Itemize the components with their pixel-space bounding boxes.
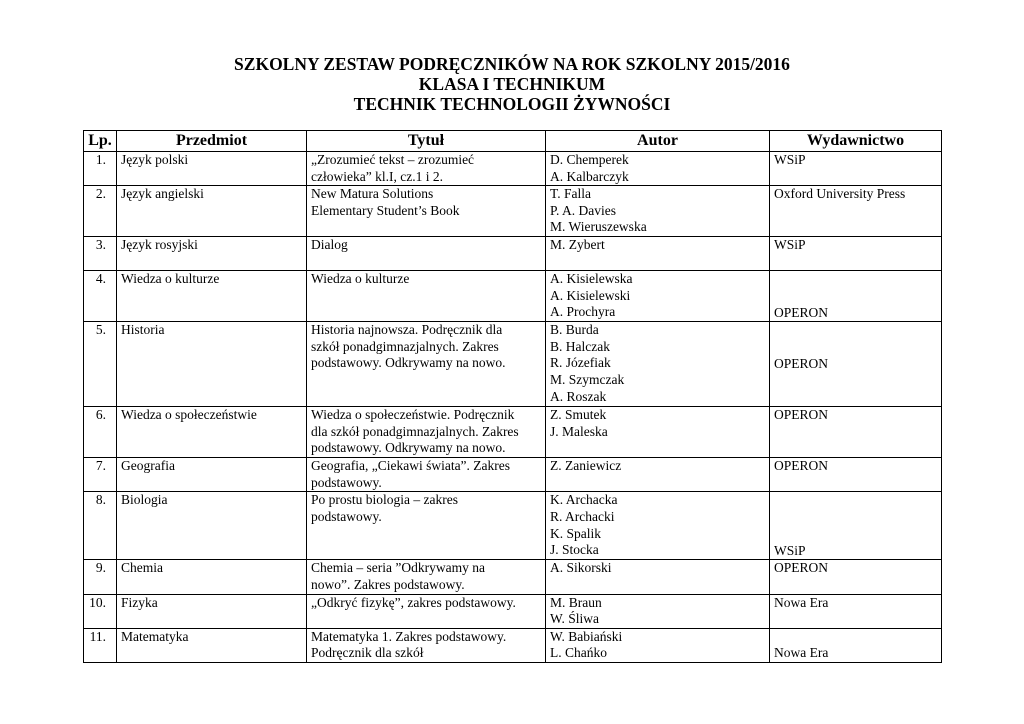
author-name: B. Halczak <box>550 338 610 354</box>
cell-author <box>546 594 770 628</box>
cell-title <box>307 492 546 560</box>
author-name: Z. Zaniewicz <box>550 458 622 474</box>
cell-title <box>307 322 546 407</box>
cell-title <box>307 237 546 271</box>
cell-subject: Wiedza o kulturze <box>117 271 307 322</box>
cell-author <box>546 271 770 322</box>
cell-subject: Matematyka <box>117 628 307 662</box>
cell-lp: 1. <box>84 152 117 186</box>
title-line: podstawowy. <box>311 474 382 490</box>
cell-title <box>307 152 546 186</box>
cell-publisher: WSiP <box>770 492 942 560</box>
author-name: R. Archacki <box>550 508 615 524</box>
table-row <box>84 322 942 407</box>
author-name: A. Kisielewska <box>550 271 633 287</box>
cell-author <box>546 458 770 492</box>
heading-line-profession: TECHNIK TECHNOLOGII ŻYWNOŚCI <box>353 94 671 114</box>
author-name: J. Stocka <box>550 542 599 558</box>
cell-author <box>546 492 770 560</box>
cell-author <box>546 560 770 594</box>
cell-lp: 6. <box>84 407 117 458</box>
cell-publisher: OPERON <box>770 407 942 458</box>
author-name: K. Spalik <box>550 525 602 541</box>
cell-publisher: OPERON <box>770 560 942 594</box>
table-row <box>84 271 942 322</box>
author-name: J. Maleska <box>550 423 608 439</box>
table-row <box>84 186 942 237</box>
table-body <box>84 152 942 663</box>
author-name: L. Chańko <box>550 645 607 661</box>
author-name: T. Falla <box>550 186 591 202</box>
author-name: W. Śliwa <box>550 611 600 627</box>
author-name: K. Archacka <box>550 492 618 508</box>
cell-title <box>307 628 546 662</box>
title-line: podstawowy. <box>311 508 382 524</box>
title-line: „Odkryć fizykę”, zakres podstawowy. <box>311 594 516 610</box>
heading-line-title: SZKOLNY ZESTAW PODRĘCZNIKÓW NA ROK SZKOLNY 2015/2016 <box>234 54 790 74</box>
title-line: podstawowy. Odkrywamy na nowo. <box>311 355 506 371</box>
cell-lp: 7. <box>84 458 117 492</box>
cell-lp: 9. <box>84 560 117 594</box>
title-line: nowo”. Zakres podstawowy. <box>311 576 465 592</box>
cell-lp: 10. <box>84 594 117 628</box>
cell-publisher: Nowa Era <box>770 628 942 662</box>
cell-publisher: OPERON <box>770 322 942 407</box>
cell-title <box>307 594 546 628</box>
cell-author <box>546 407 770 458</box>
cell-lp: 11. <box>84 628 117 662</box>
author-name: A. Prochyra <box>550 304 616 320</box>
table-row <box>84 560 942 594</box>
title-line: dla szkół ponadgimnazjalnych. Zakres <box>311 423 519 439</box>
title-line: Podręcznik dla szkół <box>311 645 424 661</box>
title-line: podstawowy. Odkrywamy na nowo. <box>311 440 506 456</box>
cell-subject: Historia <box>117 322 307 407</box>
title-line: Dialog <box>311 237 348 253</box>
title-line: „Zrozumieć tekst – zrozumieć <box>311 152 475 167</box>
cell-author <box>546 152 770 186</box>
cell-title <box>307 560 546 594</box>
author-name: B. Burda <box>550 322 599 338</box>
cell-publisher: WSiP <box>770 237 942 271</box>
table-header-row <box>84 131 942 152</box>
cell-subject: Język rosyjski <box>117 237 307 271</box>
cell-subject: Język angielski <box>117 186 307 237</box>
cell-subject: Biologia <box>117 492 307 560</box>
header-author: Autor <box>546 131 770 152</box>
author-name: P. A. Davies <box>550 202 617 218</box>
cell-subject: Fizyka <box>117 594 307 628</box>
table-row <box>84 407 942 458</box>
table-row <box>84 492 942 560</box>
author-name: A. Kalbarczyk <box>550 168 629 184</box>
cell-title <box>307 186 546 237</box>
title-line: Po prostu biologia – zakres <box>311 492 458 508</box>
cell-title <box>307 407 546 458</box>
cell-publisher: OPERON <box>770 458 942 492</box>
author-name: W. Babiański <box>550 628 623 644</box>
title-line: Wiedza o społeczeństwie. Podręcznik <box>311 407 515 423</box>
title-line: Historia najnowsza. Podręcznik dla <box>311 322 503 338</box>
cell-subject: Wiedza o społeczeństwie <box>117 407 307 458</box>
table-row <box>84 458 942 492</box>
author-name: A. Roszak <box>550 388 607 404</box>
cell-title <box>307 458 546 492</box>
title-line: Geografia, „Ciekawi świata”. Zakres <box>311 458 511 474</box>
header-subject: Przedmiot <box>117 131 307 152</box>
cell-author <box>546 628 770 662</box>
header-title: Tytuł <box>307 131 546 152</box>
cell-subject: Geografia <box>117 458 307 492</box>
author-name: D. Chemperek <box>550 152 629 167</box>
cell-lp: 4. <box>84 271 117 322</box>
title-line: New Matura Solutions <box>311 186 434 202</box>
cell-author <box>546 186 770 237</box>
cell-publisher: WSiP <box>770 152 942 186</box>
author-name: Z. Smutek <box>550 407 607 423</box>
cell-subject: Chemia <box>117 560 307 594</box>
header-publisher: Wydawnictwo <box>770 131 942 152</box>
author-name: R. Józefiak <box>550 355 611 371</box>
author-name: A. Kisielewski <box>550 287 631 303</box>
table-row <box>84 628 942 662</box>
cell-subject: Język polski <box>117 152 307 186</box>
cell-lp: 8. <box>84 492 117 560</box>
author-name: M. Szymczak <box>550 371 625 387</box>
header-lp: Lp. <box>84 131 117 152</box>
table-row <box>84 152 942 186</box>
cell-author <box>546 237 770 271</box>
title-line: Chemia – seria ”Odkrywamy na <box>311 560 485 576</box>
cell-lp: 3. <box>84 237 117 271</box>
cell-author <box>546 322 770 407</box>
author-name: M. Braun <box>550 594 602 610</box>
cell-lp: 2. <box>84 186 117 237</box>
title-line: człowieka” kl.I, cz.1 i 2. <box>311 168 443 184</box>
title-line: Elementary Student’s Book <box>311 202 460 218</box>
cell-publisher: Nowa Era <box>770 594 942 628</box>
textbook-table <box>83 130 942 663</box>
cell-publisher: OPERON <box>770 271 942 322</box>
title-line: Matematyka 1. Zakres podstawowy. <box>311 628 507 644</box>
document-heading <box>0 54 1024 114</box>
cell-title <box>307 271 546 322</box>
cell-lp: 5. <box>84 322 117 407</box>
table-row <box>84 237 942 271</box>
author-name: M. Zybert <box>550 237 605 253</box>
author-name: M. Wieruszewska <box>550 219 647 235</box>
heading-line-class: KLASA I TECHNIKUM <box>418 74 606 94</box>
cell-publisher: Oxford University Press <box>770 186 942 237</box>
table-row <box>84 594 942 628</box>
title-line: Wiedza o kulturze <box>311 271 410 287</box>
title-line: szkół ponadgimnazjalnych. Zakres <box>311 338 499 354</box>
author-name: A. Sikorski <box>550 560 612 576</box>
